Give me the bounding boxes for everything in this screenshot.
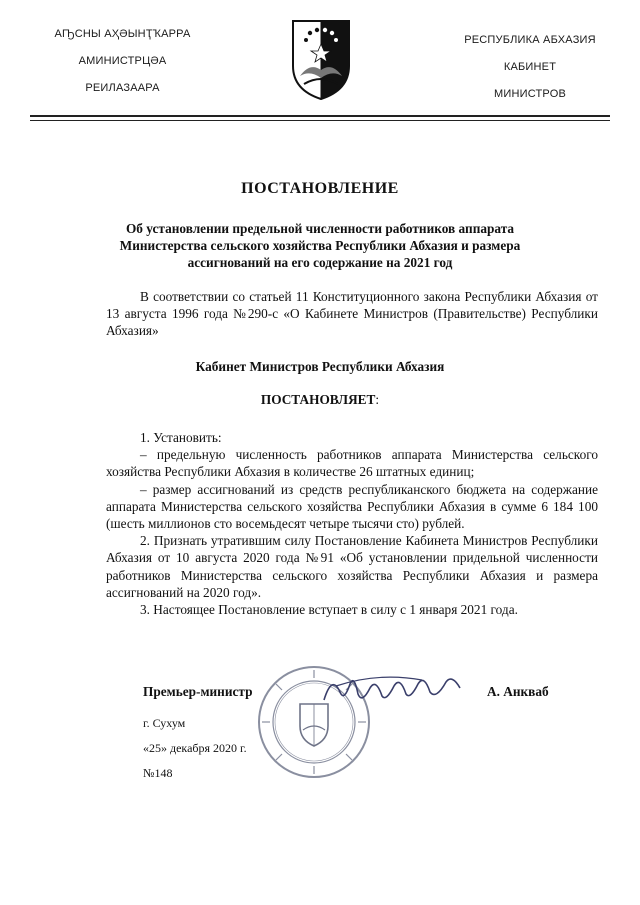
item-2: 2. Признать утратившим силу Постановление Кабинета Министров Республики Абхазия от 10 августа 2020 года №91 «Об установлении придельной численности работников Министерства сельского хозяйства Республики Абхазия и размера ассигнований на 2020 год». [106, 533, 598, 600]
decree-colon: : [375, 392, 380, 407]
header-right-line-3: МИНИСТРОВ [493, 88, 566, 100]
subtitle-line-3: ассигнований на его содержание на 2021 год [187, 255, 453, 270]
item-1: 1. Установить: [140, 430, 222, 445]
signatory-name: А. Анкваб [487, 684, 549, 699]
coat-of-arms-icon [290, 18, 352, 102]
subtitle-line-2: Министерства сельского хозяйства Республики Абхазия и размера [119, 238, 521, 253]
item-3: 3. Настоящее Постановление вступает в силу с 1 января 2021 года. [140, 602, 518, 618]
header-divider-thin [30, 120, 610, 121]
header-left-line-2: АМИНИСТРЦӘА [78, 55, 167, 67]
document-number: №148 [143, 766, 173, 780]
header-right-line-2: КАБИНЕТ [503, 61, 557, 73]
subtitle-line-1: Об установлении предельной численности работников аппарата [125, 221, 515, 236]
document-subtitle [100, 220, 540, 271]
preamble-text: В соответствии со статьей 11 Конституционного закона Республики Абхазия от 13 августа 1996 года №290-с «О Кабинете Министров (Правительстве) Республики Абхазия» [106, 289, 598, 339]
item-1b: – размер ассигнований из средств республиканского бюджета на содержание аппарата Министерства сельского хозяйства Республики Абхазия в сумме 6 184 100 (шесть миллионов сто восемьдесят четыре тысячи сто) рублей. [106, 481, 598, 532]
preamble [106, 288, 598, 340]
header-right-line-1: РЕСПУБЛИКА АБХАЗИЯ [464, 34, 596, 46]
signature-icon [318, 666, 468, 708]
issuer: Кабинет Министров Республики Абхазия [195, 359, 445, 374]
header-left-line-1: АҦСНЫ АҲӘЫНҬҠАРРА [54, 28, 191, 40]
document-date: «25» декабря 2020 г. [143, 741, 247, 755]
header-divider [30, 115, 610, 117]
signatory-position: Премьер-министр [143, 684, 253, 699]
header-left-line-3: РЕИЛАЗААРА [85, 82, 160, 94]
document-title: ПОСТАНОВЛЕНИЕ [241, 180, 399, 197]
decree-word: ПОСТАНОВЛЯЕТ [260, 392, 376, 407]
decree-items [106, 429, 598, 618]
item-1a: – предельную численность работников аппарата Министерства сельского хозяйства Республики Абхазия в количестве 26 штатных единиц; [106, 447, 598, 480]
decree-heading [0, 392, 640, 408]
city: г. Сухум [143, 716, 186, 730]
